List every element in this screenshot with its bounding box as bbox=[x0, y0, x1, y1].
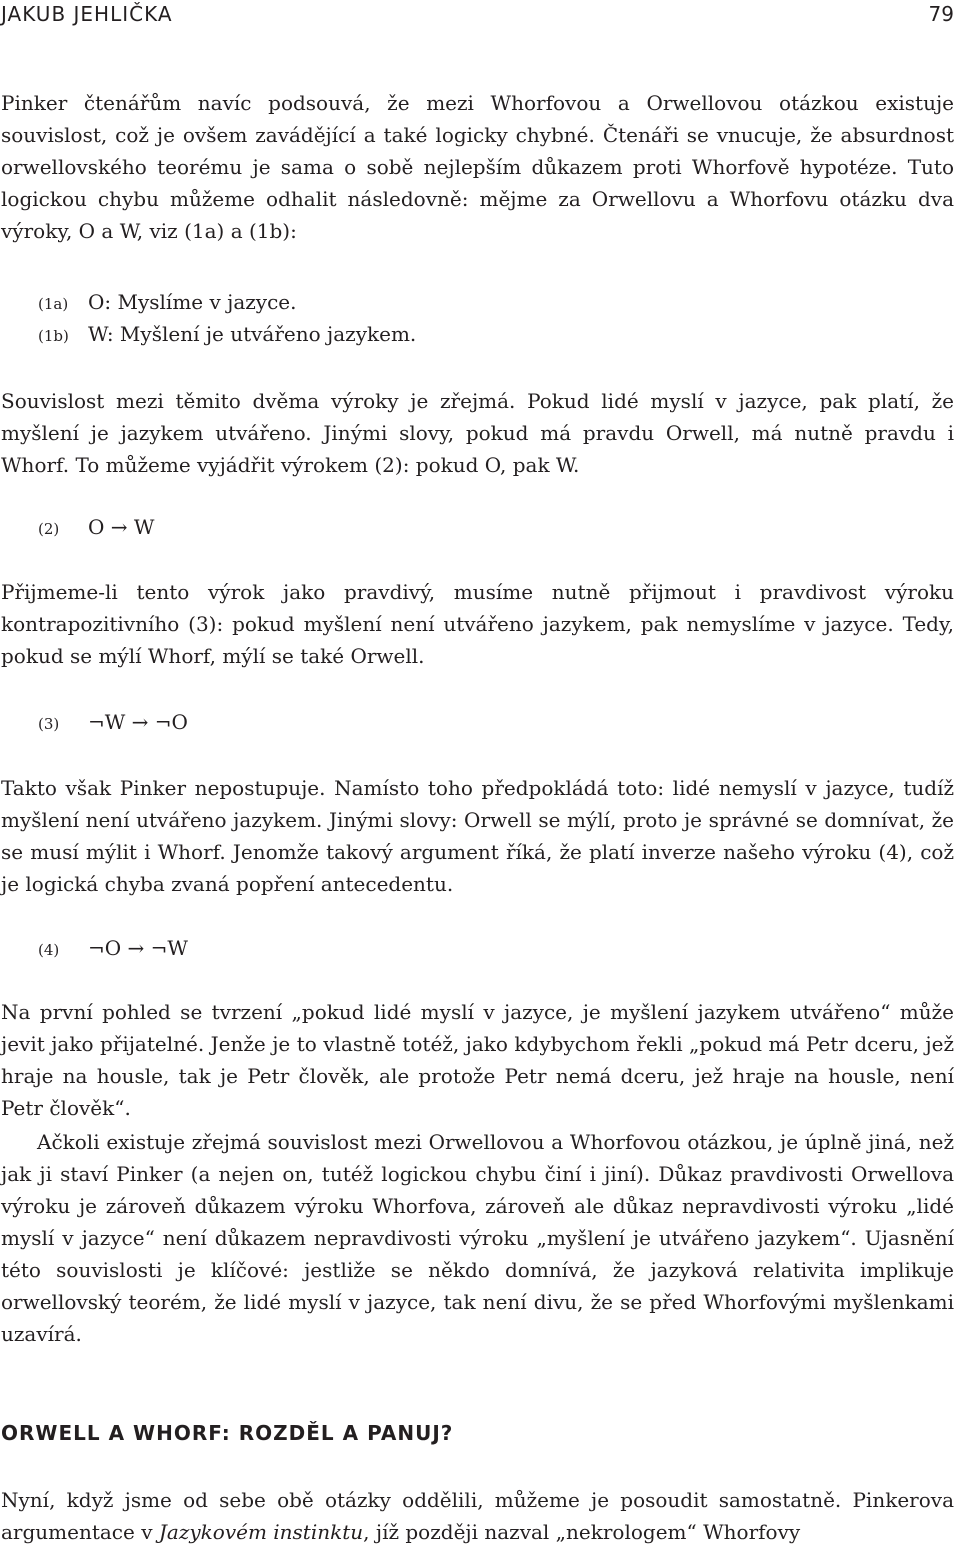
paragraph-7-text-end: , jíž později nazval „nekrologem“ Whorfovy bbox=[363, 1520, 801, 1544]
running-head-author: JAKUB JEHLIČKA bbox=[1, 2, 173, 26]
paragraph-7-text-start: Nyní, když jsme od sebe obě otázky oddělili, můžeme je posoudit samostatně. Pinkerova argumentace v bbox=[1, 1488, 954, 1544]
example-text: ¬W → ¬O bbox=[88, 710, 188, 734]
paragraph-1: Pinker čtenářům navíc podsouvá, že mezi Whorfovou a Orwellovou otázkou existuje souvislost, což je ovšem zavádějící a také logicky chybné. Čtenáři se vnucuje, že absurdnost orwellovského teorému je sama o sobě nejlepším důkazem proti Whorfově hypotéze. Tuto logickou chybu můžeme odhalit následovně: mějme za Orwellovu a Whorfovu otázku dva výroky, O a W, viz (1a) a (1b): bbox=[1, 91, 954, 243]
example-3 bbox=[38, 706, 188, 738]
page-number: 79 bbox=[928, 2, 954, 26]
book-title: Jazykovém instinktu bbox=[158, 1520, 364, 1544]
example-number: (1b) bbox=[38, 327, 69, 345]
example-text: O → W bbox=[88, 515, 155, 539]
example-text: W: Myšlení je utvářeno jazykem. bbox=[88, 322, 417, 346]
example-1b bbox=[38, 318, 416, 350]
paragraph-4: Takto však Pinker nepostupuje. Namísto toho předpokládá toto: lidé nemyslí v jazyce, tudíž myšlení není utvářeno jazykem. Jinými slovy: Orwell se mýlí, proto je správné se domnívat, že se musí mýlit i Whorf. Jenomže takový argument říká, že platí inverze našeho výroku (4), což je logická chyba zvaná popření antecedentu. bbox=[1, 776, 954, 896]
paragraph-7 bbox=[1, 1484, 954, 1548]
section-heading: ORWELL A WHORF: ROZDĚL A PANUJ? bbox=[1, 1421, 454, 1445]
example-text: O: Myslíme v jazyce. bbox=[88, 290, 297, 314]
running-head bbox=[1, 2, 954, 30]
example-number: (3) bbox=[38, 715, 60, 733]
example-text: ¬O → ¬W bbox=[88, 936, 188, 960]
paragraph-2: Souvislost mezi těmito dvěma výroky je zřejmá. Pokud lidé myslí v jazyce, pak platí, že myšlení je jazykem utvářeno. Jinými slovy, pokud má pravdu Orwell, má nutně pravdu i Whorf. To můžeme vyjádřit výrokem (2): pokud O, pak W. bbox=[1, 389, 954, 477]
example-4 bbox=[38, 932, 188, 964]
example-1a bbox=[38, 286, 297, 318]
paragraph-3: Přijmeme-li tento výrok jako pravdivý, musíme nutně přijmout i pravdivost výroku kontrapozitivního (3): pokud myšlení není utvářeno jazykem, pak nemyslíme v jazyce. Tedy, pokud se mýlí Whorf, mýlí se také Orwell. bbox=[1, 580, 954, 668]
example-number: (2) bbox=[38, 520, 60, 538]
example-number: (1a) bbox=[38, 295, 69, 313]
paragraph-5: Na první pohled se tvrzení „pokud lidé myslí v jazyce, je myšlení jazykem utvářeno“ může jevit jako přijatelné. Jenže je to vlastně totéž, jako kdybychom řekli „pokud má Petr dceru, jež hraje na housle, tak je Petr člověk, ale protože Petr nemá dceru, jež hraje na housle, není Petr člověk“. bbox=[1, 1000, 954, 1120]
example-number: (4) bbox=[38, 941, 60, 959]
example-2 bbox=[38, 511, 154, 543]
paragraph-6: Ačkoli existuje zřejmá souvislost mezi Orwellovou a Whorfovou otázkou, je úplně jiná, než jak ji staví Pinker (a nejen on, tutéž logickou chybu činí i jiní). Důkaz pravdivosti Orwellova výroku je zároveň důkazem výroku Whorfova, zároveň ale důkaz nepravdivosti výroku „lidé myslí v jazyce“ není důkazem nepravdivosti výroku „myšlení je utvářeno jazykem“. Ujasnění této souvislosti je klíčové: jestliže se někdo domnívá, že jazyková relativita implikuje orwellovský teorém, že lidé myslí v jazyce, tak není divu, že se před Whorfovými myšlenkami uzavírá. bbox=[1, 1130, 954, 1346]
